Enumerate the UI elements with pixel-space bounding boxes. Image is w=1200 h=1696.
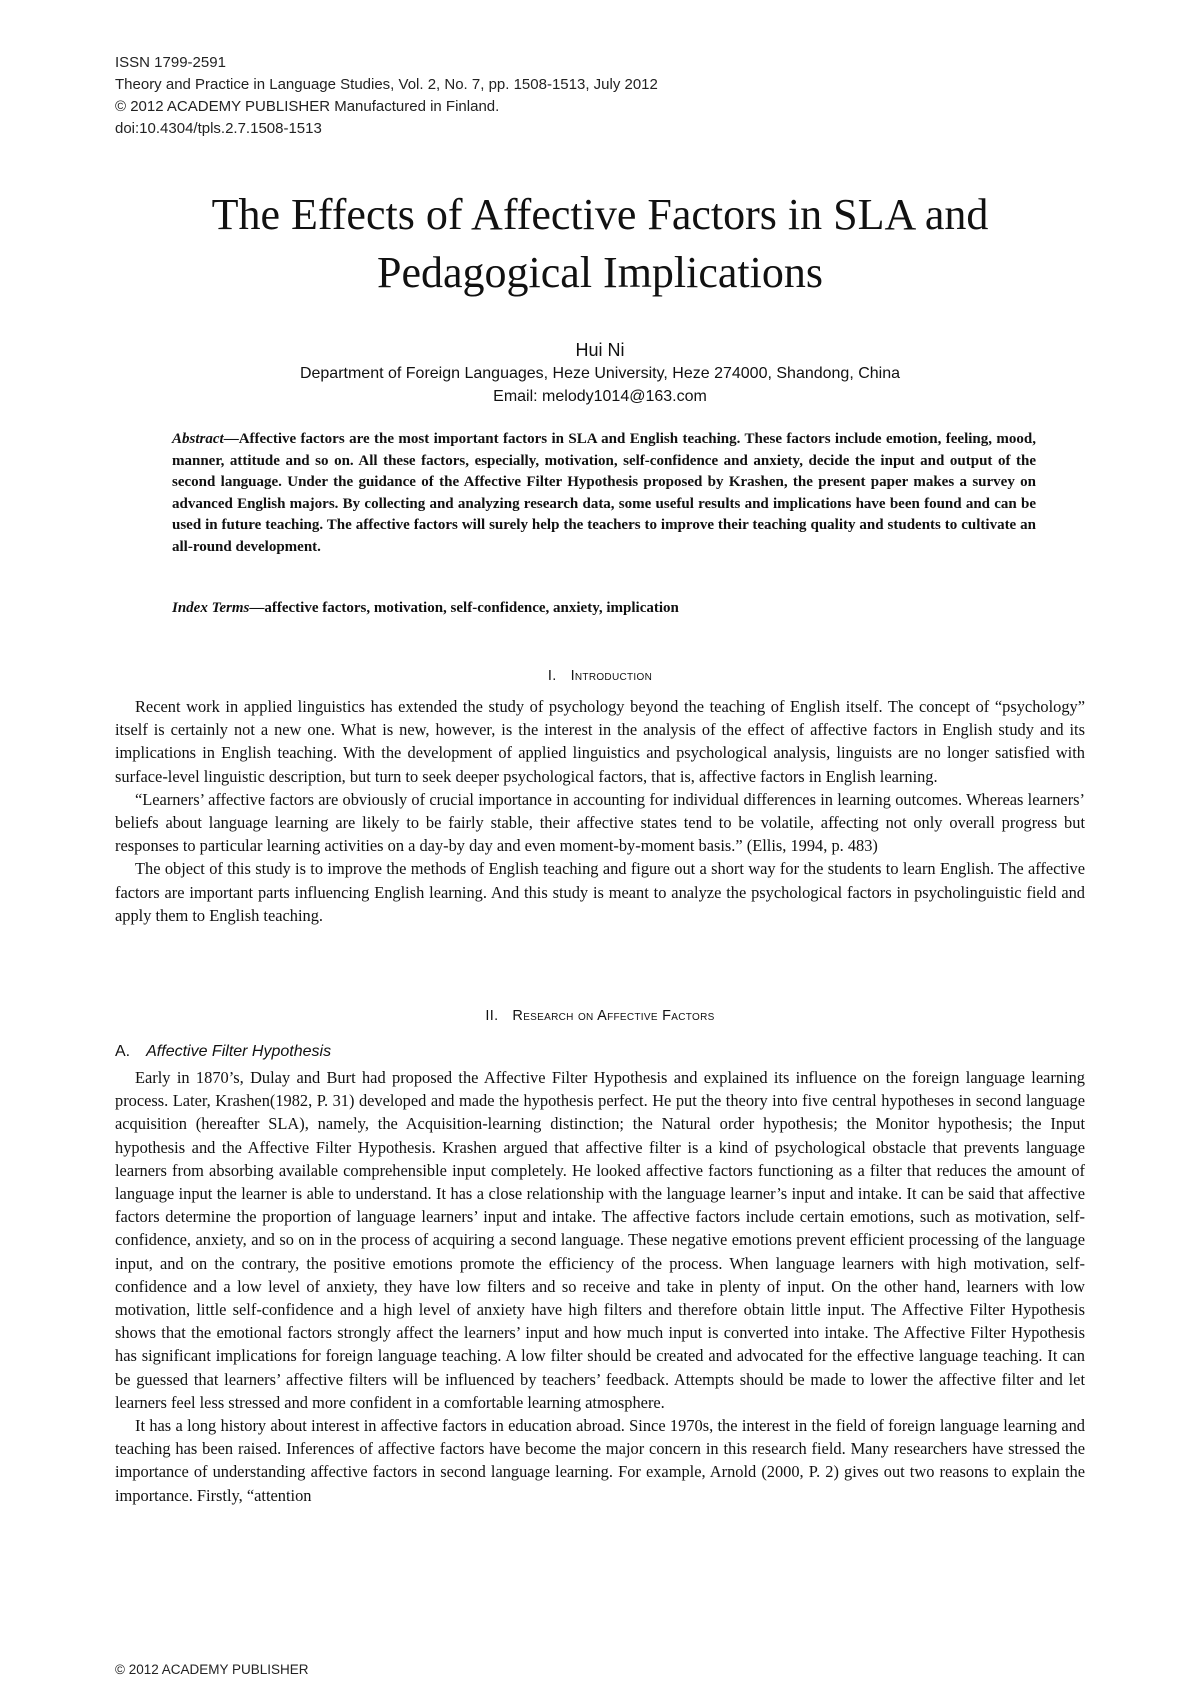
paragraph: “Learners’ affective factors are obviously of crucial importance in accounting for individual differences in learning outcomes. Whereas learners’ beliefs about language learning are likely to be fairly stable, their affective states tend to be volatile, affecting not only overall progress but responses to particular learning activities on a day-by day and even moment-by-moment basis.” (Ellis, 1994, p. 483) bbox=[115, 789, 1085, 856]
abstract-text: —Affective factors are the most important factors in SLA and English teaching. These factors include emotion, feeling, mood, manner, attitude and so on. All these factors, especially, motivation, self-confidence and anxiety, decide the input and output of the second language. Under the guidance of the Affective Filter Hypothesis proposed by Krashen, the present paper makes a survey on advanced English majors. By collecting and analyzing research data, some useful results and implications have been found and can be used in future teaching. The affective factors will surely help the teachers to improve their teaching quality and students to cultivate an all-round development. bbox=[172, 431, 1036, 555]
author-affiliation: Department of Foreign Languages, Heze University, Heze 274000, Shandong, China bbox=[299, 365, 901, 382]
section-body-research bbox=[115, 1066, 1085, 1507]
paper-title-line-2: Pedagogical Implications bbox=[377, 248, 823, 297]
section-heading-introduction bbox=[115, 666, 1085, 686]
paragraph: Early in 1870’s, Dulay and Burt had proposed the Affective Filter Hypothesis and explained its influence on the foreign language learning process. Later, Krashen(1982, P. 31) developed and made the hypothesis perfect. He put the theory into five central hypotheses in second language acquisition (hereafter SLA), namely, the Acquisition-learning distinction; the Natural order hypothesis; the Monitor hypothesis; the Input hypothesis and the Affective Filter Hypothesis. Krashen argued that affective filter is a kind of psychological obstacle that prevents language learners from absorbing available comprehensible input completely. He looked affective factors functioning as a filter that reduces the amount of language input the learner is able to understand. It has a close relationship with the language learner’s input and intake. It can be said that affective factors determine the proportion of language learners’ input and intake. The affective factors include certain emotions, such as motivation, self-confidence, anxiety, and so on in the process of acquiring a second language. These negative emotions prevent efficient processing of the language input, and on the contrary, the positive emotions promote the efficiency of the process. When language learners with high motivation, self-confidence and a low level of anxiety, they have low filters and so receive and take in plenty of input. On the other hand, learners with low motivation, little self-confidence and a high level of anxiety have high filters and therefore obtain little input. The Affective Filter Hypothesis shows that the emotional factors strongly affect the learners’ input and how much input is converted into intake. The Affective Filter Hypothesis has significant implications for foreign language teaching. A low filter should be created and advocated for the effective language teaching. It can be guessed that learners’ affective filters will be influenced by teachers’ feedback. Attempts should be made to lower the affective filter and let learners feel less stressed and more confident in a comfortable learning atmosphere. bbox=[115, 1068, 1085, 1412]
abstract bbox=[172, 429, 1036, 558]
paper-title-line-1: The Effects of Affective Factors in SLA and bbox=[211, 190, 989, 239]
journal-citation: Theory and Practice in Language Studies, Vol. 2, No. 7, pp. 1508-1513, July 2012 bbox=[115, 76, 658, 93]
journal-header bbox=[115, 52, 658, 140]
author-affiliation-block bbox=[115, 362, 1085, 408]
section-title: Research on Affective Factors bbox=[512, 1008, 715, 1024]
paragraph: It has a long history about interest in affective factors in education abroad. Since 1970s, the interest in the field of foreign language learning and teaching has been raised. Inferences of affective factors have become the major concern in this research field. Many researchers have stressed the importance of understanding affective factors in second language learning. For example, Arnold (2000, P. 2) gives out two reasons to explain the importance. Firstly, “attention bbox=[115, 1416, 1085, 1505]
paper-title bbox=[115, 186, 1085, 302]
issn: ISSN 1799-2591 bbox=[115, 54, 226, 71]
index-terms-text: —affective factors, motivation, self-confidence, anxiety, implication bbox=[249, 600, 679, 616]
index-terms bbox=[172, 598, 1036, 620]
author-name: Hui Ni bbox=[575, 340, 625, 360]
copyright-line: © 2012 ACADEMY PUBLISHER Manufactured in Finland. bbox=[115, 98, 500, 115]
section-number: II. bbox=[485, 1008, 499, 1024]
abstract-label: Abstract bbox=[172, 431, 224, 447]
section-heading-research bbox=[115, 1006, 1085, 1026]
author-email: Email: melody1014@163.com bbox=[493, 388, 707, 405]
paragraph: Recent work in applied linguistics has extended the study of psychology beyond the teaching of English itself. The concept of “psychology” itself is certainly not a new one. What is new, however, is the interest in the analysis of the effect of affective factors in English study and its implications in English teaching. With the development of applied linguistics and psychological analysis, linguists are no longer satisfied with surface-level linguistic description, but turn to seek deeper psychological factors, that is, affective factors in English learning. bbox=[115, 697, 1085, 786]
doi: doi:10.4304/tpls.2.7.1508-1513 bbox=[115, 120, 322, 137]
index-terms-label: Index Terms bbox=[172, 600, 250, 616]
section-body-introduction bbox=[115, 695, 1085, 927]
page-footer: © 2012 ACADEMY PUBLISHER bbox=[115, 1662, 309, 1677]
subsection-letter: A. bbox=[115, 1043, 131, 1060]
section-number: I. bbox=[547, 668, 557, 684]
subsection-heading bbox=[115, 1041, 331, 1063]
section-title: Introduction bbox=[570, 668, 653, 684]
subsection-title: Affective Filter Hypothesis bbox=[146, 1043, 332, 1060]
paragraph: The object of this study is to improve the methods of English teaching and figure out a short way for the students to learn English. The affective factors are important parts influencing English learning. And this study is meant to analyze the psychological factors in psycholinguistic field and apply them to English teaching. bbox=[115, 859, 1085, 925]
